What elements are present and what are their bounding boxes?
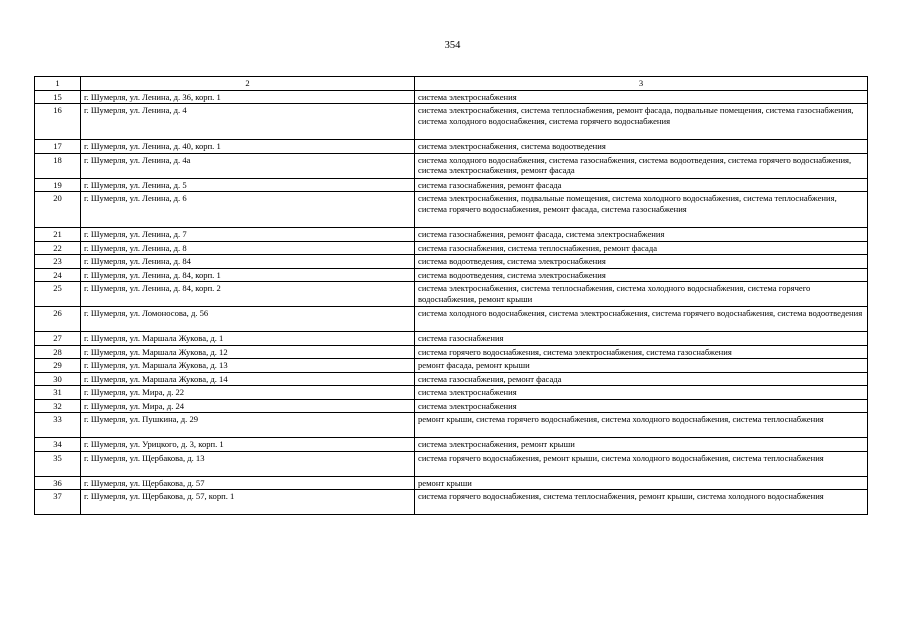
- table-row: [35, 332, 868, 346]
- systems-cell: система газоснабжения, ремонт фасада, система электроснабжения: [415, 228, 868, 242]
- address-cell: г. Шумерля, ул. Ленина, д. 4а: [81, 153, 415, 178]
- table-row: [35, 372, 868, 386]
- row-number: 30: [35, 372, 81, 386]
- systems-cell: система электроснабжения, система водоотведения: [415, 140, 868, 154]
- address-cell: г. Шумерля, ул. Ленина, д. 36, корп. 1: [81, 90, 415, 104]
- address-cell: г. Шумерля, ул. Маршала Жукова, д. 14: [81, 372, 415, 386]
- systems-cell: система электроснабжения, подвальные помещения, система холодного водоснабжения, система теплоснабжения, система горячего водоснабжения, ремонт фасада, система газоснабжения: [415, 192, 868, 228]
- table-row: [35, 345, 868, 359]
- systems-cell: система водоотведения, система электроснабжения: [415, 255, 868, 269]
- address-cell: г. Шумерля, ул. Ленина, д. 7: [81, 228, 415, 242]
- systems-cell: система горячего водоснабжения, ремонт крыши, система холодного водоснабжения, система теплоснабжения: [415, 451, 868, 476]
- row-number: 28: [35, 345, 81, 359]
- table-row: [35, 399, 868, 413]
- table-row: [35, 241, 868, 255]
- row-number: 23: [35, 255, 81, 269]
- address-cell: г. Шумерля, ул. Маршала Жукова, д. 12: [81, 345, 415, 359]
- systems-cell: система газоснабжения, система теплоснабжения, ремонт фасада: [415, 241, 868, 255]
- systems-cell: ремонт крыши, система горячего водоснабжения, система холодного водоснабжения, система теплоснабжения: [415, 413, 868, 438]
- table-row: [35, 451, 868, 476]
- systems-cell: система электроснабжения, система теплоснабжения, ремонт фасада, подвальные помещения, система газоснабжения, система холодного водоснабжения, система горячего водоснабжения: [415, 104, 868, 140]
- table-row: [35, 268, 868, 282]
- table-row: [35, 178, 868, 192]
- systems-cell: система холодного водоснабжения, система газоснабжения, система водоотведения, система горячего водоснабжения, система электроснабжения, ремонт фасада: [415, 153, 868, 178]
- address-cell: г. Шумерля, ул. Ленина, д. 84: [81, 255, 415, 269]
- address-cell: г. Шумерля, ул. Пушкина, д. 29: [81, 413, 415, 438]
- systems-cell: система электроснабжения: [415, 399, 868, 413]
- address-cell: г. Шумерля, ул. Урицкого, д. 3, корп. 1: [81, 438, 415, 452]
- table-row: [35, 307, 868, 332]
- row-number: 18: [35, 153, 81, 178]
- systems-cell: ремонт фасада, ремонт крыши: [415, 359, 868, 373]
- building-registry-table: [34, 76, 868, 515]
- systems-cell: система холодного водоснабжения, система электроснабжения, система горячего водоснабжения, система водоотведения: [415, 307, 868, 332]
- address-cell: г. Шумерля, ул. Маршала Жукова, д. 13: [81, 359, 415, 373]
- table-row: [35, 90, 868, 104]
- row-number: 34: [35, 438, 81, 452]
- systems-cell: система газоснабжения: [415, 332, 868, 346]
- address-cell: г. Шумерля, ул. Мира, д. 22: [81, 386, 415, 400]
- address-cell: г. Шумерля, ул. Ленина, д. 40, корп. 1: [81, 140, 415, 154]
- table-row: [35, 476, 868, 490]
- systems-cell: система горячего водоснабжения, система теплоснабжения, ремонт крыши, система холодного водоснабжения: [415, 490, 868, 515]
- column-header-3: 3: [415, 77, 868, 91]
- table-row: [35, 413, 868, 438]
- address-cell: г. Шумерля, ул. Щербакова, д. 57: [81, 476, 415, 490]
- table-row: [35, 228, 868, 242]
- address-cell: г. Шумерля, ул. Ленина, д. 84, корп. 2: [81, 282, 415, 307]
- table-row: [35, 104, 868, 140]
- row-number: 26: [35, 307, 81, 332]
- row-number: 36: [35, 476, 81, 490]
- table-row: [35, 386, 868, 400]
- address-cell: г. Шумерля, ул. Щербакова, д. 57, корп. 1: [81, 490, 415, 515]
- column-header-1: 1: [35, 77, 81, 91]
- systems-cell: система электроснабжения, система теплоснабжения, система холодного водоснабжения, система горячего водоснабжения, ремонт крыши: [415, 282, 868, 307]
- address-cell: г. Шумерля, ул. Ломоносова, д. 56: [81, 307, 415, 332]
- row-number: 31: [35, 386, 81, 400]
- row-number: 20: [35, 192, 81, 228]
- table-row: [35, 490, 868, 515]
- row-number: 37: [35, 490, 81, 515]
- systems-cell: система водоотведения, система электроснабжения: [415, 268, 868, 282]
- systems-cell: система газоснабжения, ремонт фасада: [415, 372, 868, 386]
- row-number: 21: [35, 228, 81, 242]
- row-number: 27: [35, 332, 81, 346]
- systems-cell: ремонт крыши: [415, 476, 868, 490]
- row-number: 16: [35, 104, 81, 140]
- address-cell: г. Шумерля, ул. Ленина, д. 4: [81, 104, 415, 140]
- row-number: 15: [35, 90, 81, 104]
- systems-cell: система газоснабжения, ремонт фасада: [415, 178, 868, 192]
- row-number: 32: [35, 399, 81, 413]
- row-number: 19: [35, 178, 81, 192]
- row-number: 17: [35, 140, 81, 154]
- address-cell: г. Шумерля, ул. Мира, д. 24: [81, 399, 415, 413]
- table-row: [35, 192, 868, 228]
- row-number: 35: [35, 451, 81, 476]
- table-row: [35, 282, 868, 307]
- table-row: [35, 255, 868, 269]
- address-cell: г. Шумерля, ул. Ленина, д. 5: [81, 178, 415, 192]
- row-number: 33: [35, 413, 81, 438]
- table-row: [35, 438, 868, 452]
- table-row: [35, 153, 868, 178]
- systems-cell: система электроснабжения: [415, 90, 868, 104]
- row-number: 22: [35, 241, 81, 255]
- address-cell: г. Шумерля, ул. Щербакова, д. 13: [81, 451, 415, 476]
- table-row: [35, 140, 868, 154]
- column-header-2: 2: [81, 77, 415, 91]
- systems-cell: система электроснабжения: [415, 386, 868, 400]
- table-row: [35, 359, 868, 373]
- address-cell: г. Шумерля, ул. Маршала Жукова, д. 1: [81, 332, 415, 346]
- page-number: 354: [444, 40, 461, 51]
- address-cell: г. Шумерля, ул. Ленина, д. 84, корп. 1: [81, 268, 415, 282]
- systems-cell: система электроснабжения, ремонт крыши: [415, 438, 868, 452]
- row-number: 24: [35, 268, 81, 282]
- row-number: 25: [35, 282, 81, 307]
- address-cell: г. Шумерля, ул. Ленина, д. 8: [81, 241, 415, 255]
- address-cell: г. Шумерля, ул. Ленина, д. 6: [81, 192, 415, 228]
- systems-cell: система горячего водоснабжения, система электроснабжения, система газоснабжения: [415, 345, 868, 359]
- column-number-row: [35, 77, 868, 91]
- row-number: 29: [35, 359, 81, 373]
